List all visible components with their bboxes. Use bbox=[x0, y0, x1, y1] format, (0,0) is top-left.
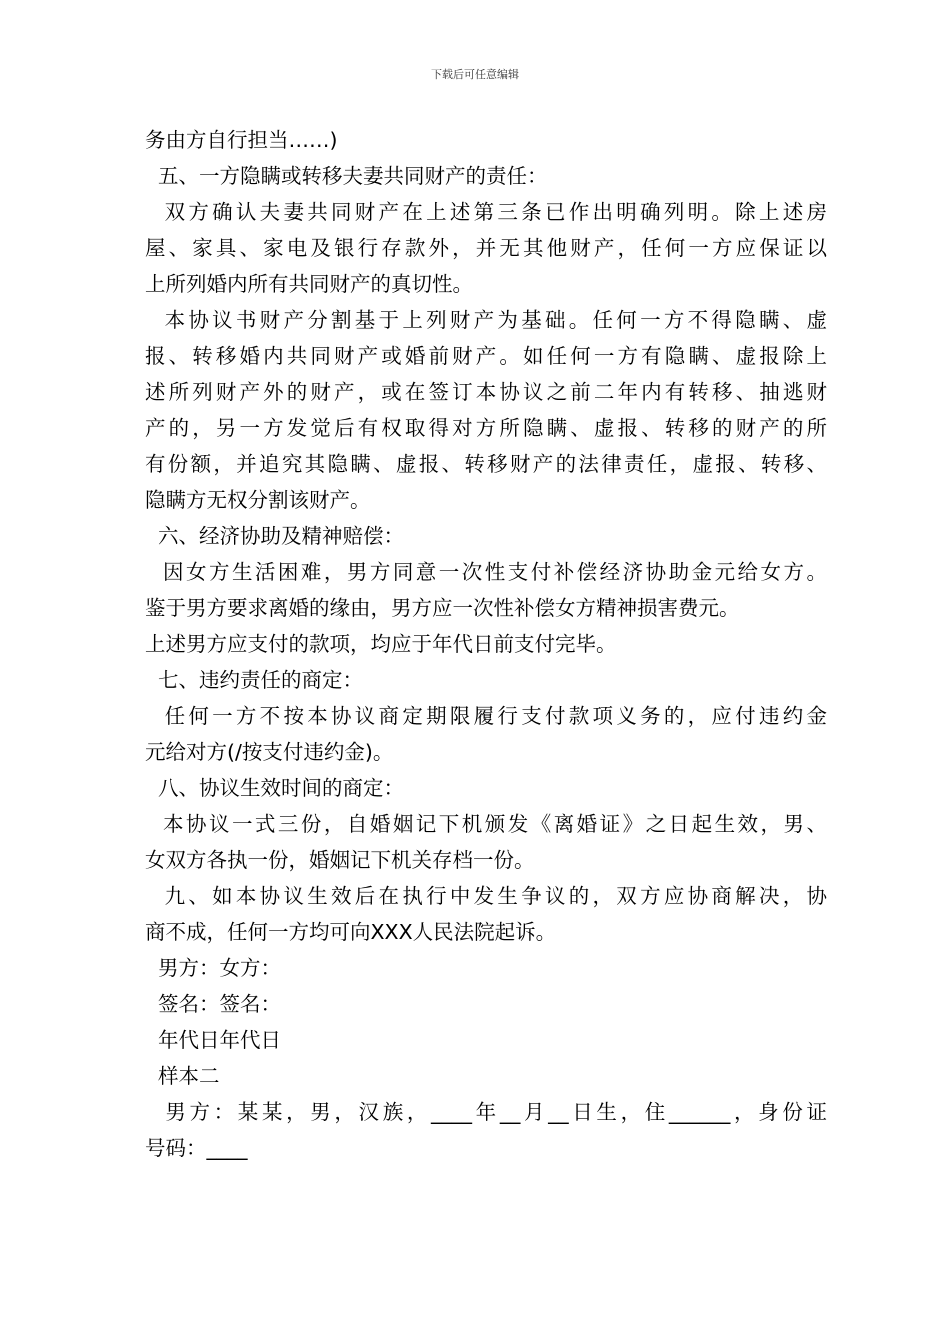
text-line: 隐瞒方无权分割该财产。 bbox=[145, 488, 371, 512]
text-line: 上所列婚内所有共同财产的真切性。 bbox=[145, 272, 473, 296]
text-line: 屋、家具、家电及银行存款外，并无其他财产，任何一方应保证以 bbox=[145, 236, 827, 260]
text-line: 号码：____ bbox=[145, 1136, 248, 1160]
section-heading: 六、经济协助及精神赔偿： bbox=[145, 524, 405, 548]
text-line: 产的，另一方发觉后有权取得对方所隐瞒、虚报、转移的财产的所 bbox=[145, 416, 827, 440]
text-line: 有份额，并追究其隐瞒、虚报、转移财产的法律责任，虚报、转移、 bbox=[145, 452, 827, 476]
text-line: 双方确认夫妻共同财产在上述第三条已作出明确列明。除上述房 bbox=[145, 200, 827, 224]
text-line: 男方：某某，男，汉族，____年__月__日生，住______，身份证 bbox=[145, 1100, 827, 1124]
page-header: 下载后可任意编辑 bbox=[431, 68, 519, 81]
signature-line: 签名：签名： bbox=[145, 992, 282, 1016]
text-line: 本协议一式三份，自婚姻记下机颁发《离婚证》之日起生效，男、 bbox=[145, 812, 827, 836]
document-body bbox=[145, 122, 827, 1166]
sample-heading: 样本二 bbox=[145, 1064, 220, 1088]
text-line: 九、如本协议生效后在执行中发生争议的，双方应协商解决，协 bbox=[145, 884, 827, 908]
text-line: 商不成，任何一方均可向XXX人民法院起诉。 bbox=[145, 920, 557, 944]
text-line: 元给对方(/按支付违约金)。 bbox=[145, 740, 394, 764]
text-line: 报、转移婚内共同财产或婚前财产。如任何一方有隐瞒、虚报除上 bbox=[145, 344, 827, 368]
signature-parties-line: 男方：女方： bbox=[145, 956, 282, 980]
text-line: 本协议书财产分割基于上列财产为基础。任何一方不得隐瞒、虚 bbox=[145, 308, 827, 332]
text-line: 务由方自行担当……) bbox=[145, 128, 338, 152]
text-line: 因女方生活困难，男方同意一次性支付补偿经济协助金元给女方。 bbox=[145, 560, 827, 584]
date-line: 年代日年代日 bbox=[145, 1028, 282, 1052]
text-line: 鉴于男方要求离婚的缘由，男方应一次性补偿女方精神损害费元。 bbox=[145, 596, 740, 620]
text-line: 述所列财产外的财产，或在签订本协议之前二年内有转移、抽逃财 bbox=[145, 380, 827, 404]
text-line: 女双方各执一份，婚姻记下机关存档一份。 bbox=[145, 848, 535, 872]
section-heading: 五、一方隐瞒或转移夫妻共同财产的责任： bbox=[145, 164, 548, 188]
section-heading: 八、协议生效时间的商定： bbox=[145, 776, 405, 800]
text-line: 上述男方应支付的款项，均应于年代日前支付完毕。 bbox=[145, 632, 617, 656]
text-line: 任何一方不按本协议商定期限履行支付款项义务的，应付违约金 bbox=[145, 704, 827, 728]
section-heading: 七、违约责任的商定： bbox=[145, 668, 364, 692]
